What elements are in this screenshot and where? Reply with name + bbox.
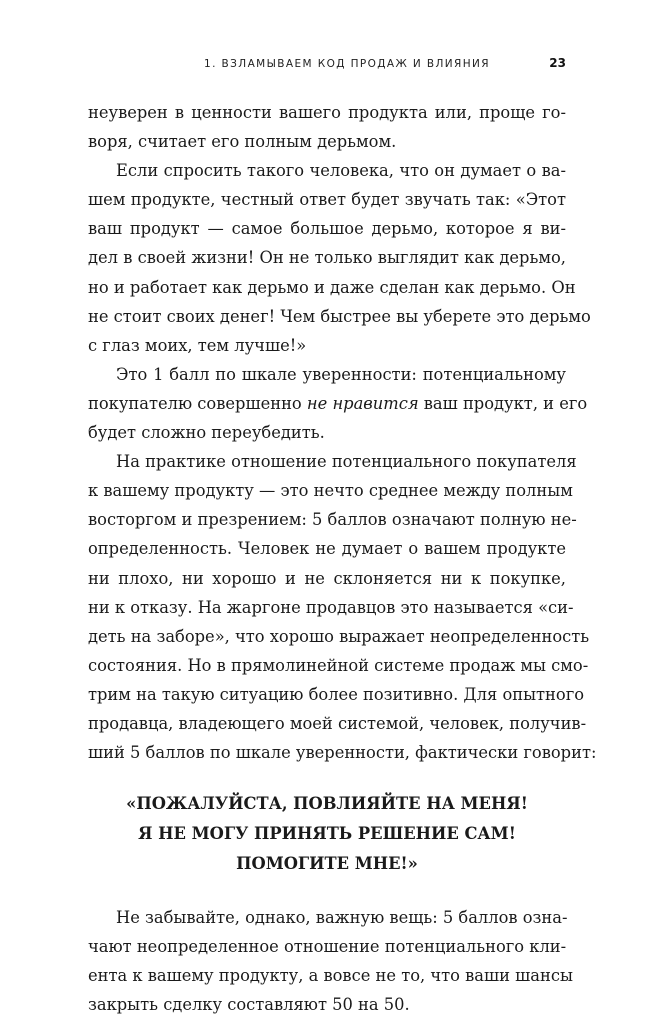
callout-line: Я НЕ МОГУ ПРИНЯТЬ РЕШЕНИЕ САМ!	[138, 824, 516, 844]
text-line: с глаз моих, тем лучше!»	[88, 335, 307, 355]
text-line: ваш продукт — самое большое дерьмо, которое я ви-	[88, 219, 566, 239]
body-text	[88, 98, 597, 1020]
closing-paragraph	[88, 903, 573, 1019]
text-line: неуверен в ценности вашего продукта или, проще го-	[88, 103, 566, 122]
paragraph-3	[88, 360, 588, 447]
emphasis-text: не нравится	[306, 393, 419, 413]
text-run: ваш продукт, и его	[418, 393, 588, 413]
text-line: ни плохо, ни хорошо и не склоняется ни к покупке,	[88, 568, 566, 588]
text-line: Если спросить такого человека, что он думает о ва-	[116, 161, 566, 181]
text-line: шем продукте, честный ответ будет звучать так: «Этот	[88, 190, 566, 210]
text-line: На практике отношение потенциального покупателя	[116, 452, 577, 472]
text-line	[88, 389, 588, 418]
paragraph-4	[88, 447, 597, 767]
text-line: определенность. Человек не думает о вашем продукте	[88, 539, 566, 559]
text-line: восторгом и презрением: 5 баллов означают полную не-	[88, 510, 577, 530]
page-number: 23	[549, 56, 566, 70]
paragraph-1	[88, 98, 566, 156]
text-line: воря, считает его полным дерьмом.	[88, 132, 397, 152]
text-line: Не забывайте, однако, важную вещь: 5 баллов озна-	[116, 908, 568, 928]
text-run: покупателю совершенно	[88, 393, 307, 413]
callout-quote	[88, 789, 566, 879]
text-line: Это 1 балл по шкале уверенности: потенциальному	[116, 364, 566, 384]
text-line: дел в своей жизни! Он не только выглядит как дерьмо,	[88, 248, 566, 268]
text-line: деть на заборе», что хорошо выражает неопределенность	[88, 626, 590, 646]
text-line: состояния. Но в прямолинейной системе продаж мы смо-	[88, 655, 589, 675]
text-line: трим на такую ситуацию более позитивно. Для опытного	[88, 684, 585, 704]
callout-line: «ПОЖАЛУЙСТА, ПОВЛИЯЙТЕ НА МЕНЯ!	[126, 794, 528, 814]
text-line: ента к вашему продукту, а вовсе не то, что ваши шансы	[88, 966, 573, 986]
text-line: чают неопределенное отношение потенциального кли-	[88, 937, 567, 957]
text-line: ший 5 баллов по шкале уверенности, фактически говорит:	[88, 743, 597, 763]
text-line: продавца, владеющего моей системой, человек, получив-	[88, 713, 587, 733]
running-header	[88, 56, 566, 70]
callout-line: ПОМОГИТЕ МНЕ!»	[236, 854, 418, 874]
chapter-title: 1. ВЗЛАМЫВАЕМ КОД ПРОДАЖ И ВЛИЯНИЯ	[204, 58, 490, 70]
text-line: но и работает как дерьмо и даже сделан как дерьмо. Он	[88, 277, 576, 297]
text-line: закрыть сделку составляют 50 на 50.	[88, 995, 410, 1015]
paragraph-2	[88, 156, 591, 360]
text-line: не стоит своих денег! Чем быстрее вы уберете это дерьмо	[88, 306, 591, 326]
text-line: будет сложно переубедить.	[88, 423, 325, 443]
text-line: ни к отказу. На жаргоне продавцов это называется «си-	[88, 597, 574, 617]
text-line: к вашему продукту — это нечто среднее между полным	[88, 481, 573, 501]
